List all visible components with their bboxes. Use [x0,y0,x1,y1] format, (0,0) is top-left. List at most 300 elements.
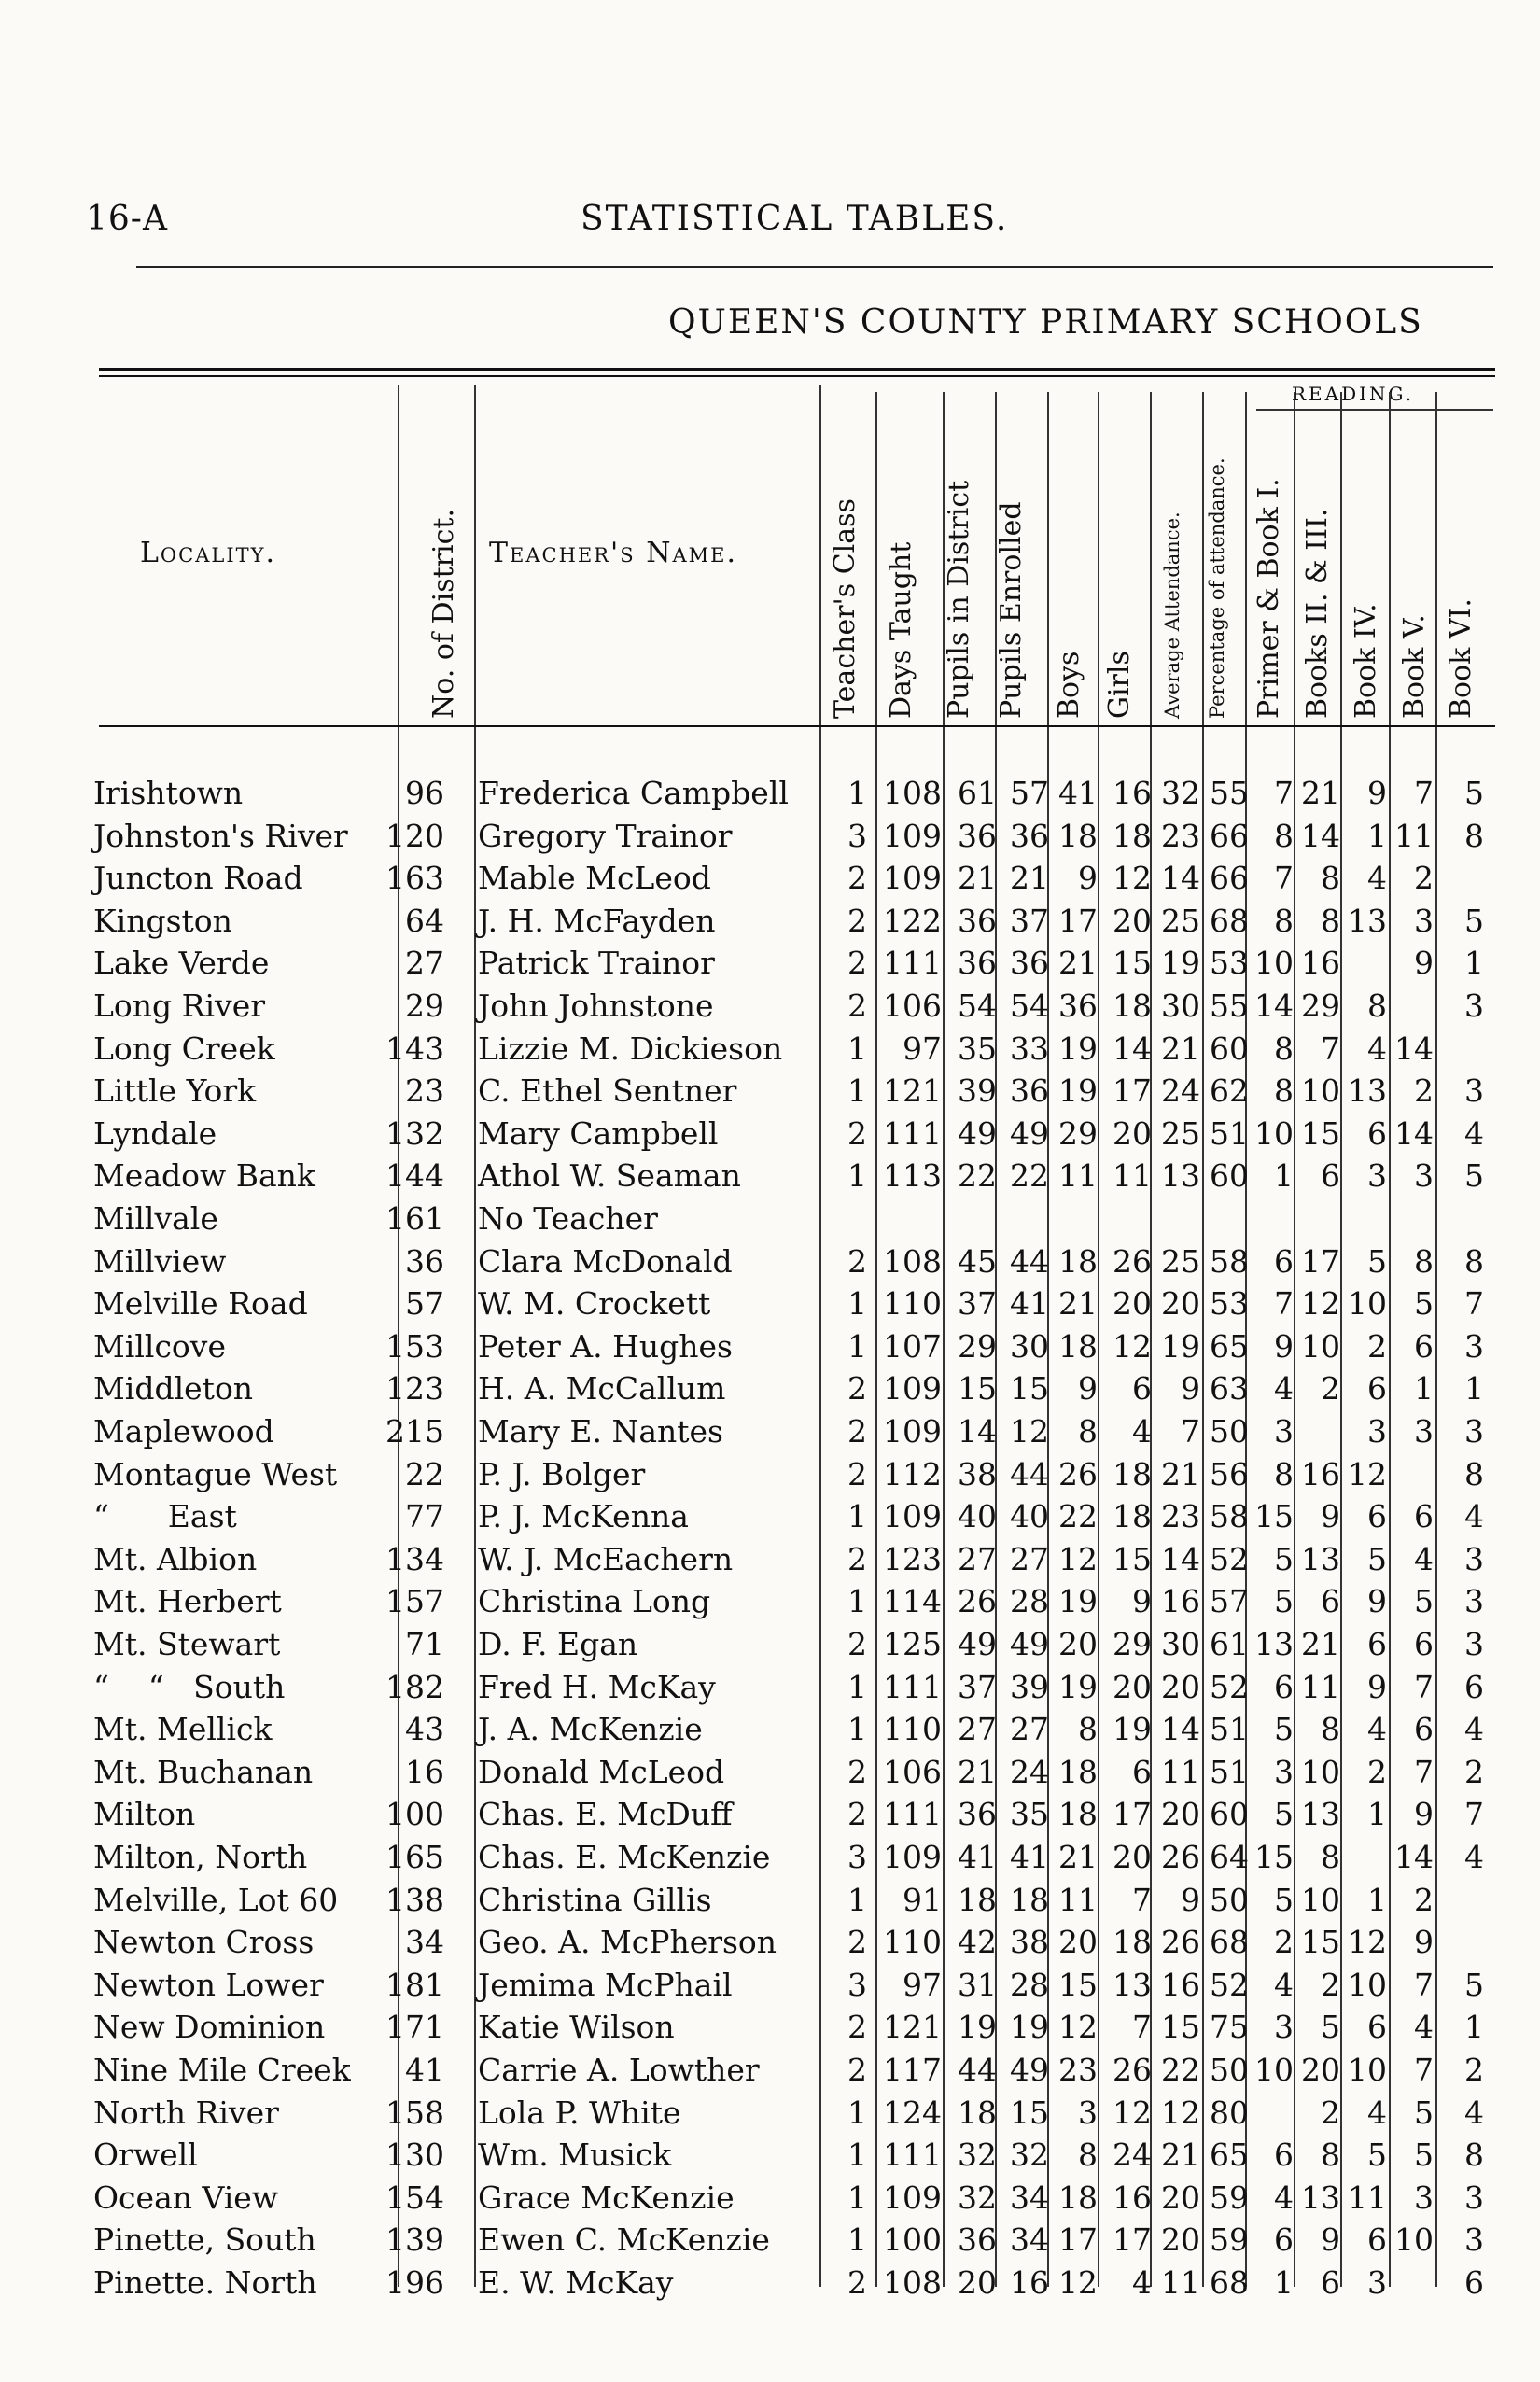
locality-cell: “ “ South [93,1668,286,1705]
table-row [0,1454,1540,1495]
girls-cell: 29 [1113,1626,1152,1662]
enr-cell: 15 [1010,1370,1049,1408]
district-no-cell: 158 [385,2094,444,2131]
table-row [0,2093,1540,2134]
b1-cell: 8 [1274,902,1294,939]
days-cell: 109 [883,1370,942,1408]
avg-cell: 11 [1161,1753,1200,1790]
district-no-cell: 196 [385,2264,444,2301]
teacher-name-cell: Mary Campbell [478,1114,719,1152]
b23-cell: 8 [1321,860,1340,897]
b1-cell: 7 [1274,1285,1294,1323]
enr-cell: 49 [1010,2052,1049,2088]
b1-cell: 4 [1274,1370,1294,1408]
table-row [0,1241,1540,1282]
dist-cell: 61 [958,775,997,811]
b4-cell: 2 [1367,1753,1387,1790]
avg-cell: 23 [1161,817,1200,854]
enr-cell: 36 [1010,817,1049,854]
cls-cell: 1 [847,775,867,811]
avg-cell: 21 [1161,2137,1200,2174]
b6-cell: 3 [1464,1072,1484,1110]
teacher-name-cell: Donald McLeod [478,1753,725,1790]
pct-cell: 52 [1210,1966,1249,2003]
b1-cell: 3 [1274,2009,1294,2046]
locality-cell: Juncton Road [93,860,303,897]
dist-cell: 49 [958,1626,997,1662]
locality-cell: Ocean View [93,2179,279,2216]
enr-cell: 40 [1010,1498,1049,1535]
teacher-name-cell: Geo. A. McPherson [478,1924,777,1961]
locality-cell: “ East [93,1498,237,1535]
b23-cell: 10 [1301,1753,1340,1790]
girls-cell: 24 [1113,2137,1152,2174]
locality-cell: Melville Road [93,1285,308,1323]
b23-cell: 9 [1321,2221,1340,2259]
district-no-cell: 71 [405,1626,444,1662]
b1-cell: 14 [1254,988,1294,1024]
b4-cell: 9 [1367,1668,1387,1705]
b23-cell: 2 [1321,2094,1340,2131]
avg-cell: 19 [1161,945,1200,982]
boys-cell: 19 [1058,1668,1098,1705]
days-cell: 110 [883,1285,942,1323]
b1-cell: 8 [1274,1030,1294,1067]
boys-cell: 8 [1078,1711,1098,1748]
girls-cell: 15 [1113,1540,1152,1577]
enr-cell: 49 [1010,1626,1049,1662]
days-cell: 97 [903,1030,942,1067]
dist-cell: 15 [958,1370,997,1408]
boys-cell: 29 [1058,1114,1098,1152]
b6-cell: 6 [1464,2264,1484,2301]
enr-cell: 49 [1010,1114,1049,1152]
b1-cell: 5 [1274,1583,1294,1620]
cls-cell: 2 [847,1455,867,1492]
dist-cell: 26 [958,1583,997,1620]
b23-cell: 7 [1321,1030,1340,1067]
teacher-name-cell: Clara McDonald [478,1242,733,1280]
b23-cell: 10 [1301,1327,1340,1365]
locality-cell: Milton [93,1796,196,1833]
enr-cell: 28 [1010,1583,1049,1620]
b1-cell: 15 [1254,1839,1294,1875]
girls-cell: 4 [1132,2264,1152,2301]
avg-cell: 20 [1161,1668,1200,1705]
locality-cell: North River [93,2094,279,2131]
table-row [0,816,1540,857]
pct-cell: 51 [1210,1753,1249,1790]
pct-cell: 58 [1210,1242,1249,1280]
b4-cell: 1 [1367,1881,1387,1918]
top-rule [136,266,1493,268]
girls-cell: 18 [1113,988,1152,1024]
dist-cell: 36 [958,902,997,939]
avg-cell: 12 [1161,2094,1200,2131]
b6-cell: 3 [1464,988,1484,1024]
b1-cell: 7 [1274,860,1294,897]
enr-cell: 33 [1010,1030,1049,1067]
table-row [0,1752,1540,1793]
b4-cell: 6 [1367,2009,1387,2046]
b4-cell: 13 [1348,902,1387,939]
b1-cell: 4 [1274,1966,1294,2003]
cls-cell: 1 [847,1157,867,1195]
cls-cell: 1 [847,1711,867,1748]
district-no-cell: 43 [405,1711,444,1748]
girls-cell: 12 [1113,2094,1152,2131]
b1-cell: 10 [1254,945,1294,982]
b5-cell: 7 [1414,775,1434,811]
girls-cell: 6 [1132,1753,1152,1790]
locality-cell: Millcove [93,1327,226,1365]
girls-cell: 16 [1113,775,1152,811]
teachers-class-header: Teacher's Class [829,498,861,719]
cls-cell: 1 [847,1072,867,1110]
boys-cell: 19 [1058,1030,1098,1067]
book6-header: Book VI. [1445,598,1477,719]
b5-cell: 6 [1414,1498,1434,1535]
avg-cell: 26 [1161,1839,1200,1875]
b5-cell: 6 [1414,1711,1434,1748]
girls-cell: 12 [1113,860,1152,897]
b6-cell: 3 [1464,1413,1484,1450]
enr-cell: 36 [1010,945,1049,982]
pct-cell: 68 [1210,1924,1249,1961]
days-cell: 108 [883,775,942,811]
days-cell: 123 [883,1540,942,1577]
teacher-name-cell: Katie Wilson [478,2009,675,2046]
b1-cell: 7 [1274,775,1294,811]
girls-cell: 9 [1132,1583,1152,1620]
girls-cell: 17 [1113,1796,1152,1833]
b23-cell: 16 [1301,1455,1340,1492]
b6-cell: 8 [1464,1242,1484,1280]
cls-cell: 1 [847,1881,867,1918]
cls-cell: 2 [847,1924,867,1961]
b6-cell: 1 [1464,945,1484,982]
b23-cell: 6 [1321,2264,1340,2301]
enr-cell: 12 [1010,1413,1049,1450]
teacher-name-cell: C. Ethel Sentner [478,1072,737,1110]
avg-cell: 25 [1161,1114,1200,1152]
district-no-cell: 22 [405,1455,444,1492]
b4-cell: 4 [1367,1030,1387,1067]
boys-cell: 19 [1058,1072,1098,1110]
cls-cell: 1 [847,1668,867,1705]
pct-cell: 50 [1210,1881,1249,1918]
table-row [0,1794,1540,1835]
table-row [0,1496,1540,1537]
table-row [0,1624,1540,1665]
girls-cell: 20 [1113,1839,1152,1875]
district-no-cell: 41 [405,2052,444,2088]
b23-cell: 12 [1301,1285,1340,1323]
girls-cell: 16 [1113,2179,1152,2216]
b23-cell: 8 [1321,902,1340,939]
district-no-cell: 57 [405,1285,444,1323]
pct-cell: 52 [1210,1668,1249,1705]
teacher-name-cell: Peter A. Hughes [478,1327,733,1365]
book5-header: Book V. [1398,614,1431,719]
dist-cell: 32 [958,2179,997,2216]
boys-cell: 12 [1058,2264,1098,2301]
locality-cell: Lake Verde [93,945,270,982]
teacher-name-cell: P. J. McKenna [478,1498,689,1535]
locality-cell: Newton Lower [93,1966,324,2003]
b6-cell: 5 [1464,775,1484,811]
enr-cell: 41 [1010,1285,1049,1323]
table-row [0,2178,1540,2219]
enr-cell: 34 [1010,2221,1049,2259]
days-cell: 114 [883,1583,942,1620]
boys-cell: 18 [1058,1242,1098,1280]
district-no-cell: 139 [385,2221,444,2259]
district-no-cell: 165 [385,1839,444,1875]
avg-cell: 9 [1181,1881,1200,1918]
avg-cell: 14 [1161,1711,1200,1748]
book4-header: Book IV. [1350,603,1382,719]
b23-cell: 9 [1321,1498,1340,1535]
enr-cell: 22 [1010,1157,1049,1195]
cls-cell: 2 [847,860,867,897]
district-no-cell: 143 [385,1030,444,1067]
b1-cell: 1 [1274,1157,1294,1195]
cls-cell: 1 [847,1498,867,1535]
days-cell: 109 [883,1839,942,1875]
b5-cell: 8 [1414,1242,1434,1280]
teacher-name-cell: Fred H. McKay [478,1668,716,1705]
cls-cell: 2 [847,1796,867,1833]
teacher-name-cell: No Teacher [478,1200,658,1237]
enr-cell: 19 [1010,2009,1049,2046]
b1-cell: 5 [1274,1711,1294,1748]
cls-cell: 2 [847,1753,867,1790]
b5-cell: 5 [1414,1285,1434,1323]
b5-cell: 7 [1414,1753,1434,1790]
girls-cell: 20 [1113,902,1152,939]
table-row [0,858,1540,899]
locality-cell: Pinette, South [93,2221,316,2259]
boys-cell: 21 [1058,1285,1098,1323]
girls-cell: 26 [1113,2052,1152,2088]
b23-cell: 2 [1321,1370,1340,1408]
boys-cell: 23 [1058,2052,1098,2088]
cls-cell: 2 [847,2009,867,2046]
teacher-name-header: Teacher's Name. [489,537,737,569]
teacher-name-cell: Christina Gillis [478,1881,712,1918]
district-no-cell: 36 [405,1242,444,1280]
cls-cell: 3 [847,1966,867,2003]
b6-cell: 1 [1464,2009,1484,2046]
girls-cell: 20 [1113,1114,1152,1152]
locality-cell: Middleton [93,1370,254,1408]
enr-cell: 27 [1010,1540,1049,1577]
b5-cell: 14 [1394,1114,1434,1152]
b5-cell: 10 [1394,2221,1434,2259]
dist-cell: 42 [958,1924,997,1961]
enr-cell: 44 [1010,1242,1049,1280]
b6-cell: 5 [1464,902,1484,939]
cls-cell: 1 [847,1327,867,1365]
boys-cell: 20 [1058,1924,1098,1961]
boys-cell: 36 [1058,988,1098,1024]
b6-cell: 7 [1464,1796,1484,1833]
enr-cell: 39 [1010,1668,1049,1705]
days-cell: 109 [883,817,942,854]
girls-cell: 26 [1113,1242,1152,1280]
girls-cell: 17 [1113,1072,1152,1110]
b23-cell: 6 [1321,1157,1340,1195]
b4-cell: 9 [1367,1583,1387,1620]
b6-cell: 5 [1464,1157,1484,1195]
table-row [0,1880,1540,1921]
girls-cell: 17 [1113,2221,1152,2259]
cls-cell: 1 [847,1285,867,1323]
b6-cell: 4 [1464,1711,1484,1748]
days-cell: 106 [883,1753,942,1790]
girls-cell: 13 [1113,1966,1152,2003]
district-no-cell: 138 [385,1881,444,1918]
enr-cell: 54 [1010,988,1049,1024]
boys-cell: 9 [1078,1370,1098,1408]
locality-cell: Maplewood [93,1413,274,1450]
b6-cell: 3 [1464,1540,1484,1577]
locality-cell: Mt. Herbert [93,1583,282,1620]
dist-cell: 39 [958,1072,997,1110]
boys-cell: 8 [1078,2137,1098,2174]
dist-cell: 36 [958,817,997,854]
table-row [0,986,1540,1027]
b5-cell: 7 [1414,1668,1434,1705]
reading-group-header: READING. [1292,383,1415,405]
avg-cell: 20 [1161,2179,1200,2216]
boys-header: Boys [1053,651,1085,719]
b4-cell: 11 [1348,2179,1387,2216]
b4-cell: 12 [1348,1455,1387,1492]
cls-cell: 2 [847,1114,867,1152]
avg-cell: 22 [1161,2052,1200,2088]
table-row [0,1198,1540,1240]
dist-cell: 27 [958,1711,997,1748]
b4-cell: 12 [1348,1924,1387,1961]
pct-cell: 63 [1210,1370,1249,1408]
reading-underline [1256,409,1493,411]
b5-cell: 5 [1414,1583,1434,1620]
cls-cell: 2 [847,902,867,939]
locality-cell: Millvale [93,1200,218,1237]
teacher-name-cell: P. J. Bolger [478,1455,646,1492]
boys-cell: 26 [1058,1455,1098,1492]
b23-cell: 13 [1301,1796,1340,1833]
teacher-name-cell: Jemima McPhail [478,1966,733,2003]
enr-cell: 24 [1010,1753,1049,1790]
locality-cell: Orwell [93,2137,198,2174]
district-no-cell: 154 [385,2179,444,2216]
b4-cell: 4 [1367,2094,1387,2131]
b1-cell: 2 [1274,1924,1294,1961]
b4-cell: 4 [1367,860,1387,897]
district-no-cell: 27 [405,945,444,982]
running-title: STATISTICAL TABLES. [581,200,1009,238]
dist-cell: 29 [958,1327,997,1365]
b5-cell: 2 [1414,860,1434,897]
teacher-name-cell: Patrick Trainor [478,945,715,982]
table-row [0,2135,1540,2176]
b4-cell: 6 [1367,1626,1387,1662]
days-cell: 111 [883,1668,942,1705]
b6-cell: 2 [1464,1753,1484,1790]
pct-cell: 61 [1210,1626,1249,1662]
table-row [0,1368,1540,1409]
boys-cell: 8 [1078,1413,1098,1450]
table-row [0,1114,1540,1155]
dist-cell: 36 [958,1796,997,1833]
pct-cell: 68 [1210,902,1249,939]
teacher-name-cell: Gregory Trainor [478,817,733,854]
table-top-rule [99,368,1495,371]
b23-cell: 29 [1301,988,1340,1024]
b5-cell: 1 [1414,1370,1434,1408]
b1-cell: 4 [1274,2179,1294,2216]
days-cell: 108 [883,2264,942,2301]
b5-cell: 3 [1414,2179,1434,2216]
boys-cell: 19 [1058,1583,1098,1620]
b1-cell: 5 [1274,1881,1294,1918]
b4-cell: 6 [1367,2221,1387,2259]
b1-cell: 5 [1274,1796,1294,1833]
b5-cell: 6 [1414,1626,1434,1662]
table-row [0,1326,1540,1367]
b4-cell: 5 [1367,2137,1387,2174]
days-cell: 124 [883,2094,942,2131]
b1-cell: 10 [1254,1114,1294,1152]
pct-cell: 58 [1210,1498,1249,1535]
b4-cell: 9 [1367,775,1387,811]
district-no-cell: 123 [385,1370,444,1408]
b23-cell: 10 [1301,1072,1340,1110]
boys-cell: 18 [1058,1753,1098,1790]
b23-cell: 15 [1301,1924,1340,1961]
pct-cell: 53 [1210,1285,1249,1323]
table-row [0,943,1540,984]
district-no-cell: 100 [385,1796,444,1833]
days-cell: 111 [883,945,942,982]
days-cell: 111 [883,1114,942,1152]
b23-cell: 11 [1301,1668,1340,1705]
pct-cell: 53 [1210,945,1249,982]
b23-cell: 13 [1301,2179,1340,2216]
dist-cell: 21 [958,1753,997,1790]
pct-cell: 60 [1210,1030,1249,1067]
enr-cell: 30 [1010,1327,1049,1365]
avg-cell: 24 [1161,1072,1200,1110]
b23-cell: 21 [1301,775,1340,811]
pupils-in-district-header: Pupils in District [943,480,975,719]
boys-cell: 9 [1078,860,1098,897]
locality-cell: Irishtown [93,775,244,811]
books2-3-header: Books II. & III. [1301,508,1334,719]
enr-cell: 37 [1010,902,1049,939]
b5-cell: 14 [1394,1839,1434,1875]
b5-cell: 4 [1414,2009,1434,2046]
b5-cell: 14 [1394,1030,1434,1067]
pct-cell: 55 [1210,775,1249,811]
dist-cell: 49 [958,1114,997,1152]
avg-cell: 20 [1161,1796,1200,1833]
pct-cell: 60 [1210,1796,1249,1833]
district-no-cell: 144 [385,1157,444,1195]
